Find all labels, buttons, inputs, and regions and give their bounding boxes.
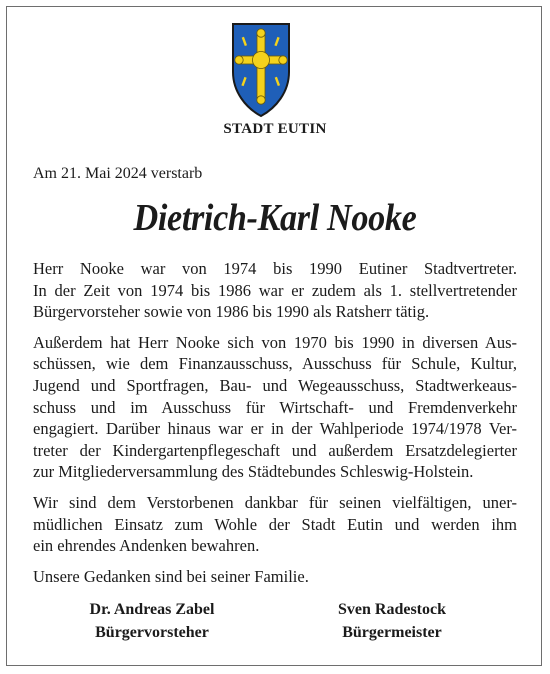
- signature-left: [42, 598, 262, 644]
- deceased-name: Dietrich-Karl Nooke: [133, 197, 417, 239]
- paragraph-2: [33, 332, 517, 483]
- signer-title: Bürgervorsteher: [95, 624, 209, 641]
- signer-title: Bürgermeister: [342, 624, 442, 641]
- text-line: Herr Nooke war von 1974 bis 1990 Eutiner Stadtvertreter.: [33, 259, 517, 278]
- text-line: Unsere Gedanken sind bei seiner Familie.: [33, 566, 309, 586]
- signer-name: Dr. Andreas Zabel: [89, 601, 215, 618]
- signature-right: [282, 598, 502, 644]
- signer-name: Sven Radestock: [337, 601, 446, 618]
- text-line: zur Mitgliederversammlung des Städtebundes Schleswig-Holstein.: [33, 462, 474, 482]
- text-line: ein ehrendes Andenken bewahren.: [33, 536, 260, 556]
- text-line: treter der Kindergartenpflegeschaft und außerdem Ersatzdelegierter: [33, 440, 517, 460]
- text-line: Bürgervorsteher sowie von 1986 bis 1990 als Ratsherr tätig.: [33, 302, 430, 322]
- city-name: STADT EUTIN: [223, 121, 327, 137]
- text-line: schuss und im Ausschuss für Wirtschaft- und Fremdenverkehr: [33, 397, 517, 417]
- paragraph-4: [33, 566, 517, 588]
- intro-line: Am 21. Mai 2024 verstarb: [33, 165, 203, 182]
- eutin-coat-of-arms-icon: [231, 22, 291, 118]
- text-line: schüssen, wie dem Finanzausschuss, Ausschuss für Schule, Kultur,: [33, 354, 517, 374]
- text-line: müdlichen Einsatz zum Wohle der Stadt Eutin und werden ihm: [33, 514, 517, 534]
- paragraph-3: [33, 492, 517, 557]
- text-line: In der Zeit von 1974 bis 1986 war er zudem als 1. stellvertretender: [33, 280, 517, 300]
- obituary-body: [33, 258, 517, 596]
- text-line: Jugend und Sportfragen, Bau- und Wegeausschuss, Stadtwerkeaus-: [33, 375, 517, 395]
- text-line: engagiert. Darüber hinaus war er in der Wahlperiode 1974/1978 Ver-: [33, 419, 517, 439]
- text-line: Außerdem hat Herr Nooke sich von 1970 bis 1990 in diversen Aus-: [33, 332, 517, 352]
- paragraph-1: [33, 258, 517, 323]
- text-line: Wir sind dem Verstorbenen dankbar für seinen vielfältigen, uner-: [33, 492, 517, 512]
